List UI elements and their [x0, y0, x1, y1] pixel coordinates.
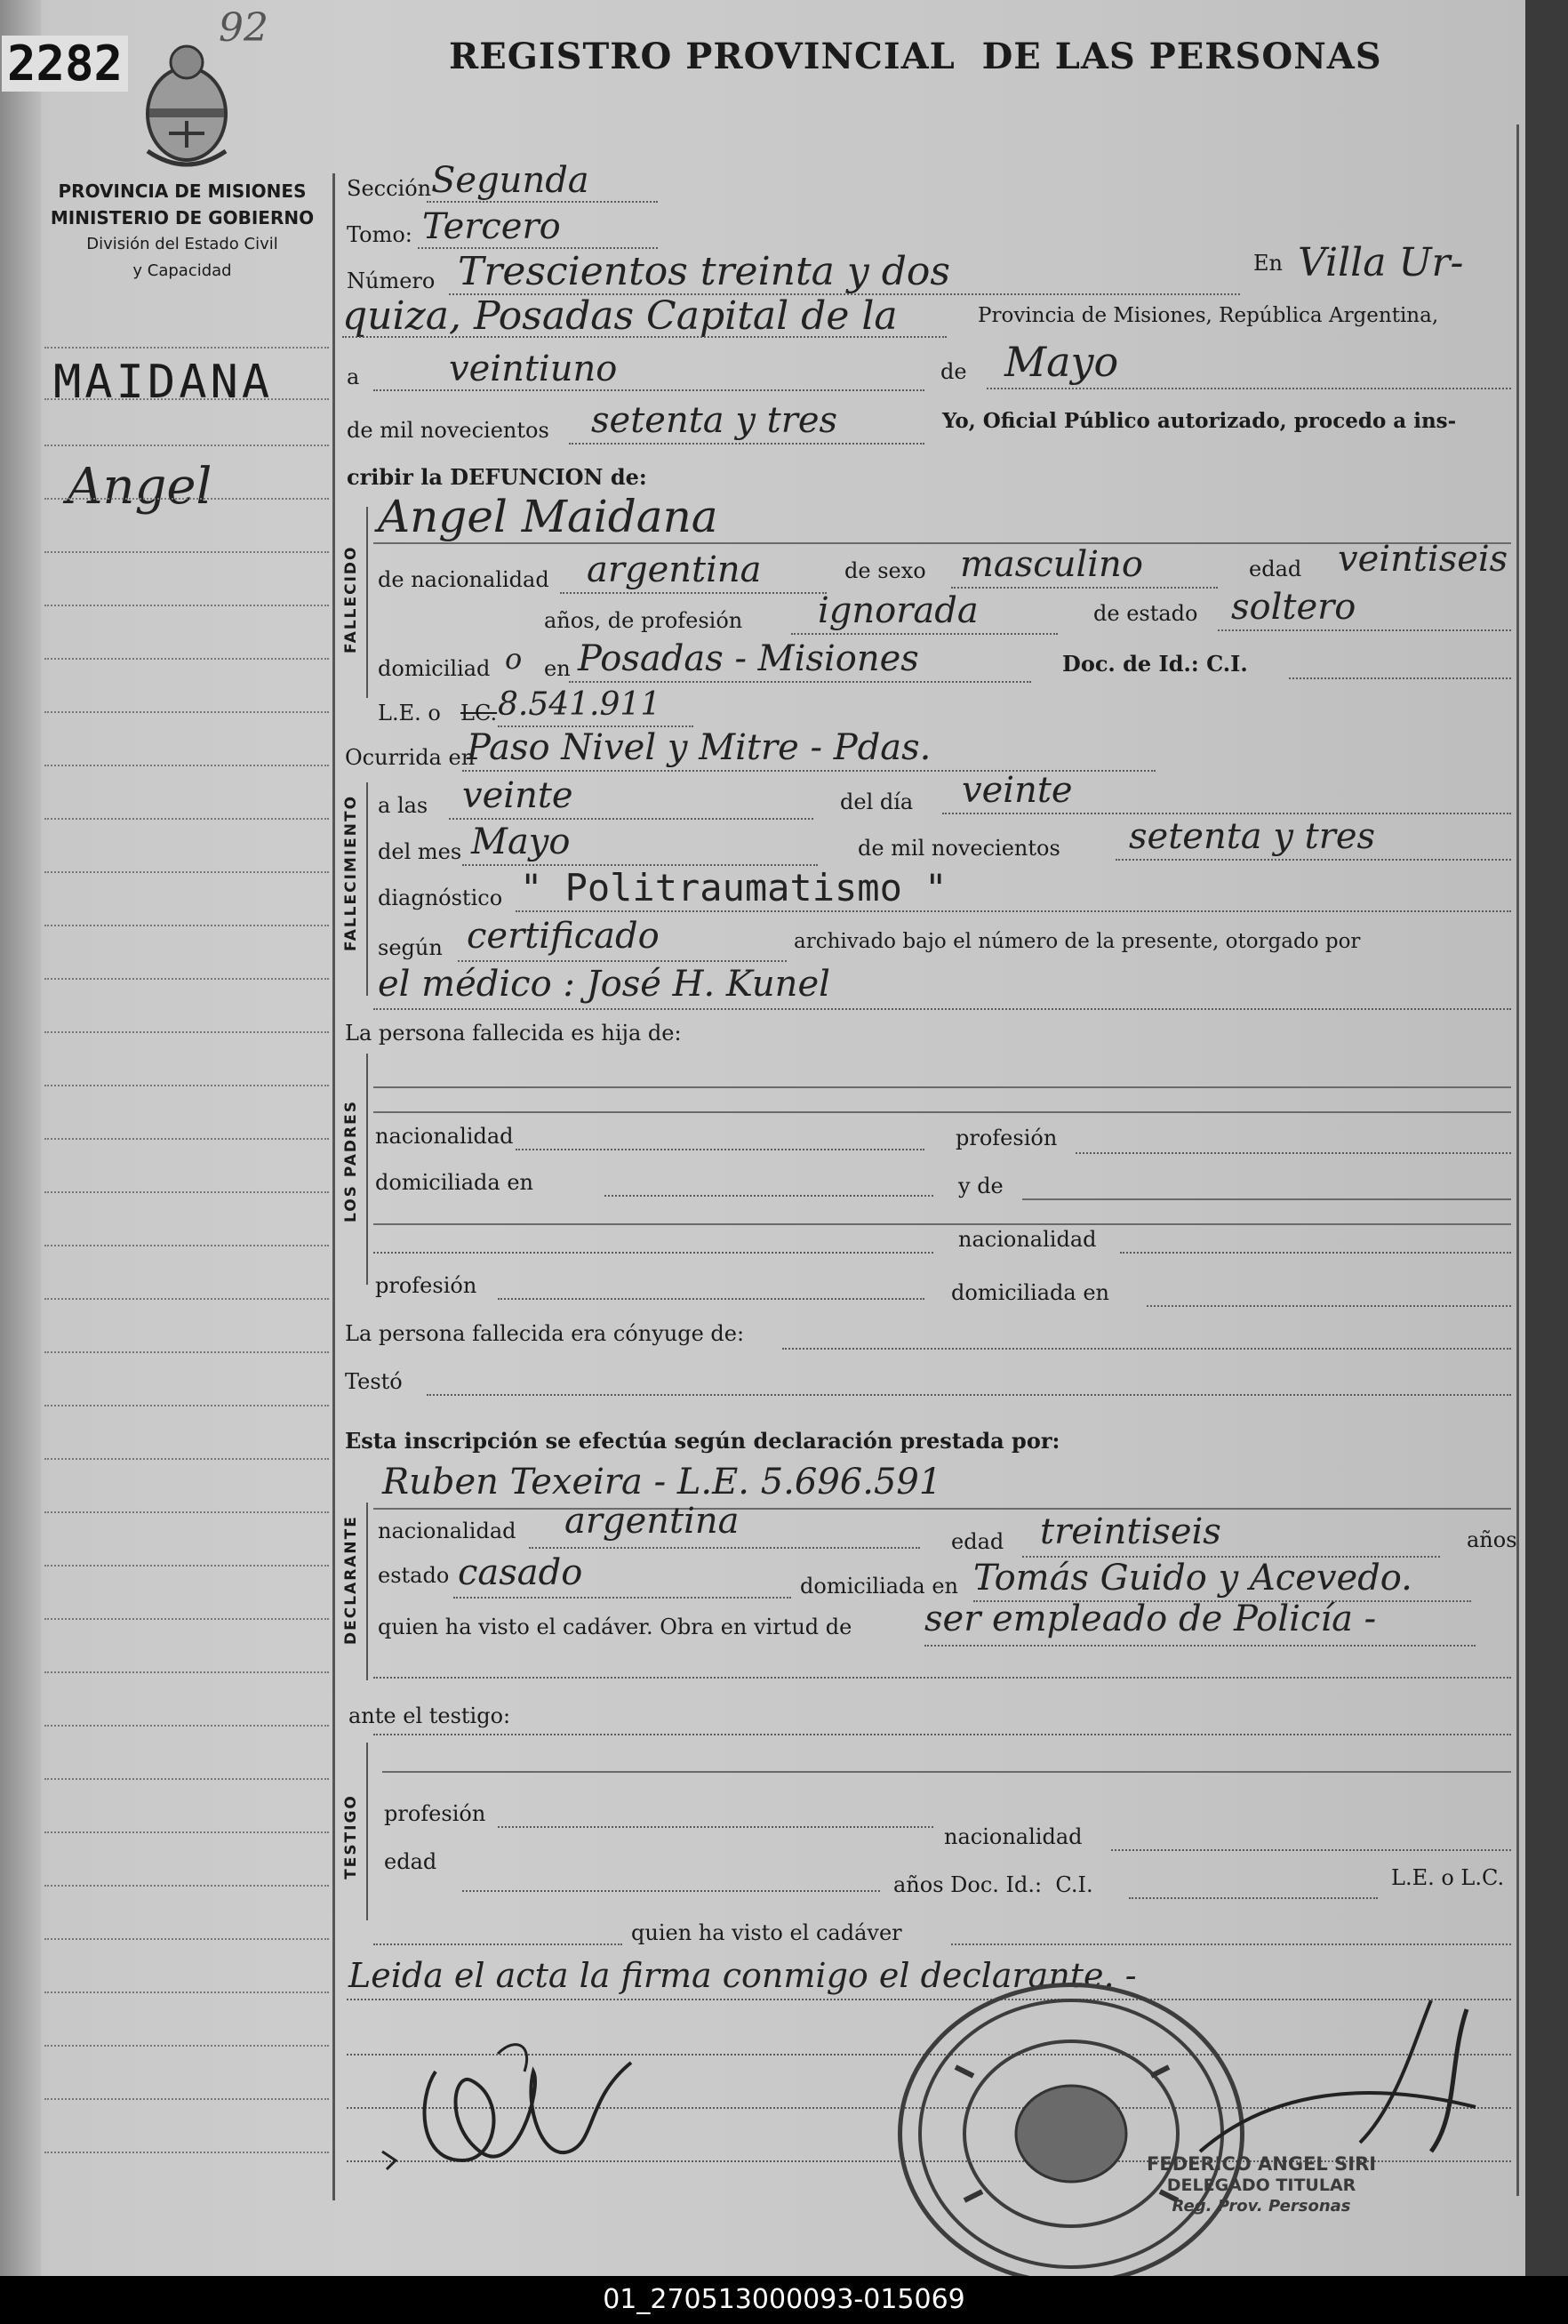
- agency-ministry: MINISTERIO DE GOBIERNO: [50, 207, 315, 228]
- margin-column-divider: [332, 173, 335, 2200]
- hora-value: veinte: [462, 775, 573, 816]
- seccion-label: Sección: [347, 176, 432, 201]
- provincia-text: Provincia de Misiones, República Argentina,: [978, 304, 1439, 327]
- fallecimiento-mil-label: de mil novecientos: [858, 836, 1060, 861]
- testigo-visto-text: quien ha visto el cadáver: [631, 1920, 902, 1945]
- ocurrida-lugar: Paso Nivel y Mitre - Pdas.: [467, 727, 932, 768]
- fallecimiento-section-label: FALLECIMIENTO: [342, 794, 360, 951]
- margin-given-name: Angel: [67, 458, 212, 516]
- diagnostico-value: " Politraumatismo ": [520, 866, 948, 910]
- declarante-intro: Esta inscripción se efectúa según declaración prestada por:: [345, 1428, 1060, 1454]
- fallecido-sexo-label: de sexo: [844, 558, 926, 583]
- tomo-value: Tercero: [422, 206, 561, 247]
- hija-text: La persona fallecida es hija de:: [345, 1021, 682, 1046]
- declarante-edad: treintiseis: [1040, 1511, 1221, 1552]
- padres-nacionalidad2-label: nacionalidad: [958, 1227, 1097, 1252]
- official-signature-icon: [1164, 1983, 1502, 2178]
- declarante-virtud: ser empleado de Policía -: [924, 1599, 1377, 1639]
- diagnostico-label: diagnóstico: [378, 886, 503, 910]
- coat-of-arms-icon: [133, 36, 240, 169]
- tomo-label: Tomo:: [347, 222, 412, 247]
- padres-profesion2-label: profesión: [375, 1273, 477, 1298]
- declarante-anos-label: años: [1467, 1527, 1517, 1552]
- agency-division: División del Estado Civil: [86, 235, 278, 253]
- lugar-value-b: quiza, Posadas Capital de la: [342, 293, 898, 339]
- declarante-domicilio: Tomás Guido y Acevedo.: [973, 1558, 1412, 1599]
- fallecido-le-struck: LC.: [460, 701, 498, 725]
- oficial-text: Yo, Oficial Público autorizado, procedo a ins-: [942, 409, 1457, 433]
- padres-domiciliada2-label: domiciliada en: [951, 1280, 1109, 1305]
- image-caption: 01_270513000093-015069: [0, 2276, 1568, 2324]
- declarante-domiciliada-label: domiciliada en: [800, 1574, 958, 1599]
- declarante-edad-label: edad: [951, 1529, 1004, 1554]
- delmes-label: del mes: [378, 839, 462, 864]
- testigo-leida-text: Leida el acta la firma conmigo el declarante. -: [348, 1956, 1137, 1995]
- agency-block: [36, 178, 329, 284]
- fallecido-en-label: en: [544, 656, 571, 681]
- declarante-section-label: DECLARANTE: [342, 1515, 360, 1645]
- fallecido-edad-label: edad: [1249, 557, 1302, 581]
- fallecido-edad: veintiseis: [1338, 539, 1508, 580]
- official-title: DELEGADO TITULAR: [1166, 2176, 1356, 2195]
- segun-label: según: [378, 935, 443, 960]
- fallecido-domicilio: Posadas - Misiones: [578, 638, 919, 679]
- declarante-estado-label: estado: [378, 1563, 450, 1588]
- declarante-nombre: Ruben Texeira - L.E. 5.696.591: [382, 1462, 942, 1503]
- en-label: En: [1253, 251, 1283, 276]
- testigo-edad-label: edad: [384, 1849, 437, 1874]
- fallecido-domicilio-label: domiciliad: [378, 656, 491, 681]
- fallecido-le-label: L.E. o: [378, 701, 441, 725]
- official-name: FEDERICO ANGEL SIRI: [1147, 2153, 1377, 2175]
- agency-province: PROVINCIA DE MISIONES: [58, 180, 307, 202]
- mes-value-fallecimiento: Mayo: [471, 821, 571, 862]
- alas-label: a las: [378, 793, 428, 818]
- cribir-text: cribir la DEFUNCION de:: [347, 464, 647, 490]
- anio-value: setenta y tres: [591, 400, 838, 441]
- seccion-value: Segunda: [431, 160, 589, 201]
- fallecido-doc-label: Doc. de Id.: C.I.: [1062, 651, 1248, 677]
- stamp-number: 2282: [2, 36, 128, 92]
- padres-domiciliada-label: domiciliada en: [375, 1170, 533, 1195]
- declarante-visto-text: quien ha visto el cadáver. Obra en virtud de: [378, 1615, 852, 1639]
- conyuge-text: La persona fallecida era cónyuge de:: [345, 1321, 745, 1346]
- fallecido-estado-label: de estado: [1093, 601, 1198, 626]
- testigo-nacionalidad-label: nacionalidad: [944, 1824, 1083, 1849]
- agency-capacity: y Capacidad: [132, 261, 232, 280]
- fallecido-anos-profesion-label: años, de profesión: [544, 608, 743, 633]
- fallecido-estado: soltero: [1231, 587, 1356, 628]
- padres-nacionalidad-label: nacionalidad: [375, 1124, 514, 1149]
- testigo-le-label: L.E. o L.C.: [1391, 1865, 1505, 1890]
- fallecido-le-number: 8.541.911: [498, 686, 661, 723]
- padres-section-label: LOS PADRES: [342, 1100, 360, 1222]
- de-label: de: [940, 359, 967, 384]
- fallecido-profesion: ignorada: [818, 590, 979, 631]
- declarante-nacionalidad-label: nacionalidad: [378, 1519, 516, 1543]
- mil-label: de mil novecientos: [347, 418, 549, 443]
- testigo-section-label: TESTIGO: [342, 1794, 360, 1879]
- fallecido-domicilio-o: o: [505, 642, 523, 676]
- anio-value-fallecimiento: setenta y tres: [1129, 816, 1376, 857]
- declarante-estado: casado: [458, 1552, 583, 1593]
- book-spine: [0, 0, 41, 2276]
- declarante-signature-icon: [364, 2018, 684, 2196]
- deldia-label: del día: [840, 789, 914, 814]
- declarante-nacionalidad: argentina: [564, 1501, 740, 1542]
- page-title: REGISTRO PROVINCIAL DE LAS PERSONAS: [449, 36, 1382, 77]
- dia-value-fallecimiento: veinte: [962, 770, 1073, 811]
- dia-value: veintiuno: [449, 349, 618, 389]
- official-office: Reg. Prov. Personas: [1172, 2197, 1351, 2216]
- testigo-ante-label: ante el testigo:: [348, 1703, 511, 1728]
- medico-value: el médico : José H. Kunel: [378, 964, 830, 1005]
- lugar-value-a: Villa Ur-: [1298, 240, 1464, 285]
- fallecido-sexo: masculino: [960, 544, 1143, 585]
- margin-surname: MAIDANA: [53, 356, 274, 409]
- right-border: [1516, 124, 1519, 2196]
- numero-value: Trescientos treinta y dos: [458, 249, 950, 294]
- testigo-anos-doc-label: años Doc. Id.: C.I.: [893, 1872, 1093, 1897]
- fallecido-section-label: FALLECIDO: [342, 545, 360, 653]
- segun-value: certificado: [467, 916, 660, 957]
- a-label: a: [347, 365, 360, 389]
- official-stamp-text: [1147, 2153, 1376, 2217]
- mes-value: Mayo: [1004, 338, 1119, 386]
- padres-profesion-label: profesión: [956, 1126, 1058, 1150]
- fallecido-nombre: Angel Maidana: [378, 491, 718, 542]
- ocurrida-label: Ocurrida en: [345, 745, 476, 770]
- padres-yde-label: y de: [958, 1174, 1004, 1198]
- fallecido-nacionalidad: argentina: [587, 549, 762, 590]
- testigo-profesion-label: profesión: [384, 1801, 486, 1826]
- fallecido-nacionalidad-label: de nacionalidad: [378, 567, 549, 592]
- numero-label: Número: [347, 268, 436, 293]
- testo-label: Testó: [345, 1369, 403, 1394]
- corner-note: 92: [219, 5, 268, 51]
- archivado-text: archivado bajo el número de la presente, otorgado por: [794, 930, 1361, 953]
